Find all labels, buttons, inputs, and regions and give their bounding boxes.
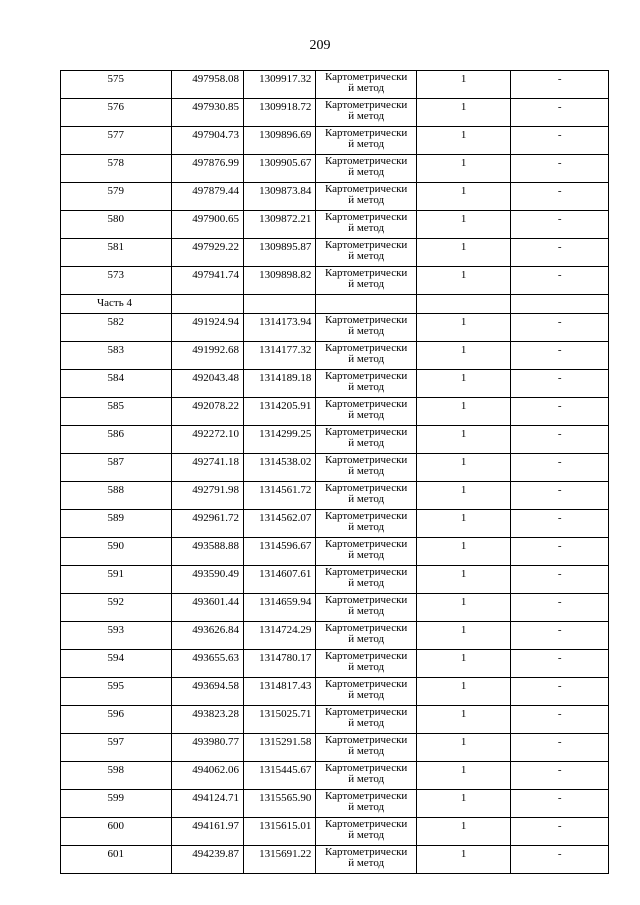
method-cell	[316, 426, 417, 454]
method-text-line-2: й метод	[348, 689, 385, 701]
x-coordinate-cell: 493694.58	[171, 678, 243, 706]
y-coordinate-cell: 1314562.07	[243, 510, 315, 538]
table-row	[61, 790, 609, 818]
method-text-line-2: й метод	[348, 465, 385, 477]
y-coordinate-cell: 1314724.29	[243, 622, 315, 650]
y-coordinate-cell: 1309905.67	[243, 155, 315, 183]
method-text-line-2: й метод	[348, 661, 385, 673]
y-coordinate-cell: 1309918.72	[243, 99, 315, 127]
method-text-line-1: Картометрически	[324, 734, 408, 746]
accuracy-cell: 1	[416, 127, 511, 155]
table-row	[61, 314, 609, 342]
point-number-cell: 587	[61, 454, 172, 482]
method-text-line-1: Картометрически	[324, 846, 408, 858]
method-text-line-2: й метод	[348, 250, 385, 262]
point-number-cell: 585	[61, 398, 172, 426]
y-coordinate-cell: 1314817.43	[243, 678, 315, 706]
method-text-line-2: й метод	[348, 353, 385, 365]
page-number: 209	[309, 38, 331, 53]
y-coordinate-cell: 1314538.02	[243, 454, 315, 482]
method-cell	[316, 127, 417, 155]
x-coordinate-cell: 493590.49	[171, 566, 243, 594]
y-coordinate-cell: 1315291.58	[243, 734, 315, 762]
method-cell	[316, 706, 417, 734]
x-coordinate-cell: 497904.73	[171, 127, 243, 155]
method-text-line-1: Картометрически	[324, 71, 408, 83]
method-text-line-1: Картометрически	[324, 706, 408, 718]
y-coordinate-cell: 1314299.25	[243, 426, 315, 454]
table-row	[61, 846, 609, 874]
accuracy-cell: 1	[416, 314, 511, 342]
method-text-line-2: й метод	[348, 325, 385, 337]
method-text-line-2: й метод	[348, 437, 385, 449]
point-number-cell: 586	[61, 426, 172, 454]
method-cell	[316, 398, 417, 426]
y-coordinate-cell: 1314189.18	[243, 370, 315, 398]
point-number-cell: 588	[61, 482, 172, 510]
method-text-line-1: Картометрически	[324, 426, 408, 438]
method-text-line-2: й метод	[348, 745, 385, 757]
method-text-line-1: Картометрически	[324, 566, 408, 578]
description-cell: -	[511, 790, 609, 818]
point-number-cell: 582	[61, 314, 172, 342]
accuracy-cell: 1	[416, 538, 511, 566]
accuracy-cell: 1	[416, 99, 511, 127]
description-cell: -	[511, 734, 609, 762]
point-number-cell: 592	[61, 594, 172, 622]
point-number-cell: 581	[61, 239, 172, 267]
y-coordinate-cell: 1315691.22	[243, 846, 315, 874]
description-cell: -	[511, 706, 609, 734]
method-text-line-2: й метод	[348, 166, 385, 178]
description-cell: -	[511, 267, 609, 295]
method-text-line-1: Картометрически	[324, 510, 408, 522]
x-coordinate-cell: 497941.74	[171, 267, 243, 295]
x-coordinate-cell: 493588.88	[171, 538, 243, 566]
table-row	[61, 99, 609, 127]
x-coordinate-cell: 492043.48	[171, 370, 243, 398]
y-coordinate-cell: 1315565.90	[243, 790, 315, 818]
y-coordinate-cell: 1309898.82	[243, 267, 315, 295]
table-row	[61, 538, 609, 566]
method-text-line-2: й метод	[348, 801, 385, 813]
x-coordinate-cell: 494161.97	[171, 818, 243, 846]
accuracy-cell: 1	[416, 566, 511, 594]
point-number-cell: 594	[61, 650, 172, 678]
y-coordinate-cell: 1315615.01	[243, 818, 315, 846]
point-number-cell: 595	[61, 678, 172, 706]
method-text-line-2: й метод	[348, 278, 385, 290]
accuracy-cell: 1	[416, 342, 511, 370]
method-cell	[316, 314, 417, 342]
method-cell	[316, 538, 417, 566]
method-cell	[316, 267, 417, 295]
method-text-line-1: Картометрически	[324, 622, 408, 634]
x-coordinate-cell: 494062.06	[171, 762, 243, 790]
method-text-line-1: Картометрически	[324, 155, 408, 167]
coordinates-table-body	[61, 71, 609, 874]
method-cell	[316, 622, 417, 650]
method-text-line-1: Картометрически	[324, 762, 408, 774]
method-text-line-2: й метод	[348, 773, 385, 785]
description-cell: -	[511, 426, 609, 454]
method-cell	[316, 846, 417, 874]
accuracy-cell: 1	[416, 706, 511, 734]
table-row	[61, 398, 609, 426]
table-row	[61, 622, 609, 650]
method-cell	[316, 734, 417, 762]
table-row	[61, 454, 609, 482]
section-row	[61, 295, 609, 314]
accuracy-cell: 1	[416, 398, 511, 426]
description-cell: -	[511, 342, 609, 370]
point-number-cell: 578	[61, 155, 172, 183]
x-coordinate-cell: 497879.44	[171, 183, 243, 211]
table-row	[61, 267, 609, 295]
point-number-cell: 577	[61, 127, 172, 155]
method-cell	[316, 818, 417, 846]
point-number-cell: 584	[61, 370, 172, 398]
accuracy-cell: 1	[416, 594, 511, 622]
x-coordinate-cell: 493626.84	[171, 622, 243, 650]
method-cell	[316, 482, 417, 510]
method-text-line-2: й метод	[348, 549, 385, 561]
accuracy-cell: 1	[416, 155, 511, 183]
description-cell: -	[511, 846, 609, 874]
method-cell	[316, 99, 417, 127]
point-number-cell: 600	[61, 818, 172, 846]
point-number-cell: 597	[61, 734, 172, 762]
description-cell: -	[511, 370, 609, 398]
method-cell	[316, 790, 417, 818]
empty-cell	[316, 295, 417, 314]
accuracy-cell: 1	[416, 622, 511, 650]
method-cell	[316, 370, 417, 398]
table-row	[61, 566, 609, 594]
method-text-line-1: Картометрически	[324, 818, 408, 830]
method-text-line-2: й метод	[348, 577, 385, 589]
y-coordinate-cell: 1315445.67	[243, 762, 315, 790]
description-cell: -	[511, 566, 609, 594]
x-coordinate-cell: 492272.10	[171, 426, 243, 454]
y-coordinate-cell: 1314561.72	[243, 482, 315, 510]
method-text-line-2: й метод	[348, 857, 385, 869]
description-cell: -	[511, 510, 609, 538]
method-text-line-2: й метод	[348, 605, 385, 617]
description-cell: -	[511, 183, 609, 211]
empty-cell	[416, 295, 511, 314]
table-row	[61, 762, 609, 790]
x-coordinate-cell: 492791.98	[171, 482, 243, 510]
point-number-cell: 579	[61, 183, 172, 211]
method-text-line-2: й метод	[348, 194, 385, 206]
point-number-cell: 601	[61, 846, 172, 874]
point-number-cell: 590	[61, 538, 172, 566]
method-text-line-2: й метод	[348, 381, 385, 393]
accuracy-cell: 1	[416, 510, 511, 538]
table-row	[61, 426, 609, 454]
x-coordinate-cell: 497876.99	[171, 155, 243, 183]
accuracy-cell: 1	[416, 650, 511, 678]
table-row	[61, 183, 609, 211]
section-label: Часть 4	[61, 295, 172, 314]
method-text-line-1: Картометрически	[324, 538, 408, 550]
x-coordinate-cell: 492078.22	[171, 398, 243, 426]
accuracy-cell: 1	[416, 454, 511, 482]
x-coordinate-cell: 494124.71	[171, 790, 243, 818]
method-text-line-2: й метод	[348, 493, 385, 505]
method-text-line-1: Картометрически	[324, 267, 408, 279]
method-text-line-1: Картометрически	[324, 650, 408, 662]
method-text-line-2: й метод	[348, 633, 385, 645]
description-cell: -	[511, 818, 609, 846]
description-cell: -	[511, 622, 609, 650]
table-row	[61, 127, 609, 155]
method-text-line-1: Картометрически	[324, 370, 408, 382]
x-coordinate-cell: 497958.08	[171, 71, 243, 99]
description-cell: -	[511, 99, 609, 127]
accuracy-cell: 1	[416, 426, 511, 454]
method-cell	[316, 650, 417, 678]
accuracy-cell: 1	[416, 183, 511, 211]
method-cell	[316, 454, 417, 482]
description-cell: -	[511, 127, 609, 155]
description-cell: -	[511, 482, 609, 510]
method-cell	[316, 762, 417, 790]
table-row	[61, 734, 609, 762]
method-text-line-1: Картометрически	[324, 790, 408, 802]
method-cell	[316, 678, 417, 706]
x-coordinate-cell: 493980.77	[171, 734, 243, 762]
description-cell: -	[511, 155, 609, 183]
table-row	[61, 155, 609, 183]
method-text-line-2: й метод	[348, 110, 385, 122]
x-coordinate-cell: 497930.85	[171, 99, 243, 127]
y-coordinate-cell: 1314173.94	[243, 314, 315, 342]
accuracy-cell: 1	[416, 734, 511, 762]
y-coordinate-cell: 1314177.32	[243, 342, 315, 370]
description-cell: -	[511, 594, 609, 622]
description-cell: -	[511, 71, 609, 99]
description-cell: -	[511, 454, 609, 482]
point-number-cell: 599	[61, 790, 172, 818]
accuracy-cell: 1	[416, 482, 511, 510]
table-row	[61, 678, 609, 706]
accuracy-cell: 1	[416, 818, 511, 846]
method-cell	[316, 566, 417, 594]
point-number-cell: 573	[61, 267, 172, 295]
x-coordinate-cell: 497929.22	[171, 239, 243, 267]
method-cell	[316, 342, 417, 370]
table-row	[61, 818, 609, 846]
method-cell	[316, 594, 417, 622]
y-coordinate-cell: 1314780.17	[243, 650, 315, 678]
method-text-line-2: й метод	[348, 717, 385, 729]
accuracy-cell: 1	[416, 846, 511, 874]
description-cell: -	[511, 762, 609, 790]
point-number-cell: 589	[61, 510, 172, 538]
method-text-line-1: Картометрически	[324, 678, 408, 690]
accuracy-cell: 1	[416, 370, 511, 398]
method-text-line-1: Картометрически	[324, 342, 408, 354]
point-number-cell: 580	[61, 211, 172, 239]
point-number-cell: 598	[61, 762, 172, 790]
y-coordinate-cell: 1314607.61	[243, 566, 315, 594]
description-cell: -	[511, 650, 609, 678]
point-number-cell: 596	[61, 706, 172, 734]
description-cell: -	[511, 211, 609, 239]
table-row	[61, 482, 609, 510]
method-text-line-2: й метод	[348, 521, 385, 533]
y-coordinate-cell: 1309872.21	[243, 211, 315, 239]
y-coordinate-cell: 1309917.32	[243, 71, 315, 99]
point-number-cell: 583	[61, 342, 172, 370]
y-coordinate-cell: 1309895.87	[243, 239, 315, 267]
table-row	[61, 650, 609, 678]
accuracy-cell: 1	[416, 239, 511, 267]
table-row	[61, 594, 609, 622]
x-coordinate-cell: 494239.87	[171, 846, 243, 874]
method-text-line-2: й метод	[348, 829, 385, 841]
table-row	[61, 510, 609, 538]
accuracy-cell: 1	[416, 762, 511, 790]
x-coordinate-cell: 491992.68	[171, 342, 243, 370]
method-text-line-1: Картометрически	[324, 594, 408, 606]
description-cell: -	[511, 398, 609, 426]
y-coordinate-cell: 1315025.71	[243, 706, 315, 734]
x-coordinate-cell: 492961.72	[171, 510, 243, 538]
table-row	[61, 706, 609, 734]
y-coordinate-cell: 1309873.84	[243, 183, 315, 211]
method-cell	[316, 183, 417, 211]
point-number-cell: 591	[61, 566, 172, 594]
method-text-line-2: й метод	[348, 409, 385, 421]
y-coordinate-cell: 1314596.67	[243, 538, 315, 566]
table-row	[61, 370, 609, 398]
method-text-line-1: Картометрически	[324, 454, 408, 466]
method-cell	[316, 211, 417, 239]
point-number-cell: 576	[61, 99, 172, 127]
x-coordinate-cell: 493655.63	[171, 650, 243, 678]
method-cell	[316, 71, 417, 99]
x-coordinate-cell: 497900.65	[171, 211, 243, 239]
accuracy-cell: 1	[416, 211, 511, 239]
method-text-line-1: Картометрически	[324, 398, 408, 410]
table-row	[61, 342, 609, 370]
method-text-line-1: Картометрически	[324, 99, 408, 111]
accuracy-cell: 1	[416, 678, 511, 706]
method-text-line-1: Картометрически	[324, 314, 408, 326]
empty-cell	[243, 295, 315, 314]
table-row	[61, 211, 609, 239]
y-coordinate-cell: 1309896.69	[243, 127, 315, 155]
x-coordinate-cell: 491924.94	[171, 314, 243, 342]
empty-cell	[171, 295, 243, 314]
method-text-line-2: й метод	[348, 82, 385, 94]
method-cell	[316, 239, 417, 267]
y-coordinate-cell: 1314205.91	[243, 398, 315, 426]
method-text-line-1: Картометрически	[324, 239, 408, 251]
accuracy-cell: 1	[416, 267, 511, 295]
x-coordinate-cell: 493601.44	[171, 594, 243, 622]
accuracy-cell: 1	[416, 71, 511, 99]
description-cell: -	[511, 314, 609, 342]
method-text-line-1: Картометрически	[324, 183, 408, 195]
method-text-line-2: й метод	[348, 222, 385, 234]
method-text-line-2: й метод	[348, 138, 385, 150]
description-cell: -	[511, 678, 609, 706]
coordinates-table	[60, 70, 609, 874]
method-text-line-1: Картометрически	[324, 211, 408, 223]
method-cell	[316, 155, 417, 183]
x-coordinate-cell: 493823.28	[171, 706, 243, 734]
accuracy-cell: 1	[416, 790, 511, 818]
method-text-line-1: Картометрически	[324, 482, 408, 494]
x-coordinate-cell: 492741.18	[171, 454, 243, 482]
point-number-cell: 593	[61, 622, 172, 650]
y-coordinate-cell: 1314659.94	[243, 594, 315, 622]
table-row	[61, 239, 609, 267]
description-cell: -	[511, 538, 609, 566]
method-cell	[316, 510, 417, 538]
table-row	[61, 71, 609, 99]
empty-cell	[511, 295, 609, 314]
point-number-cell: 575	[61, 71, 172, 99]
method-text-line-1: Картометрически	[324, 127, 408, 139]
description-cell: -	[511, 239, 609, 267]
